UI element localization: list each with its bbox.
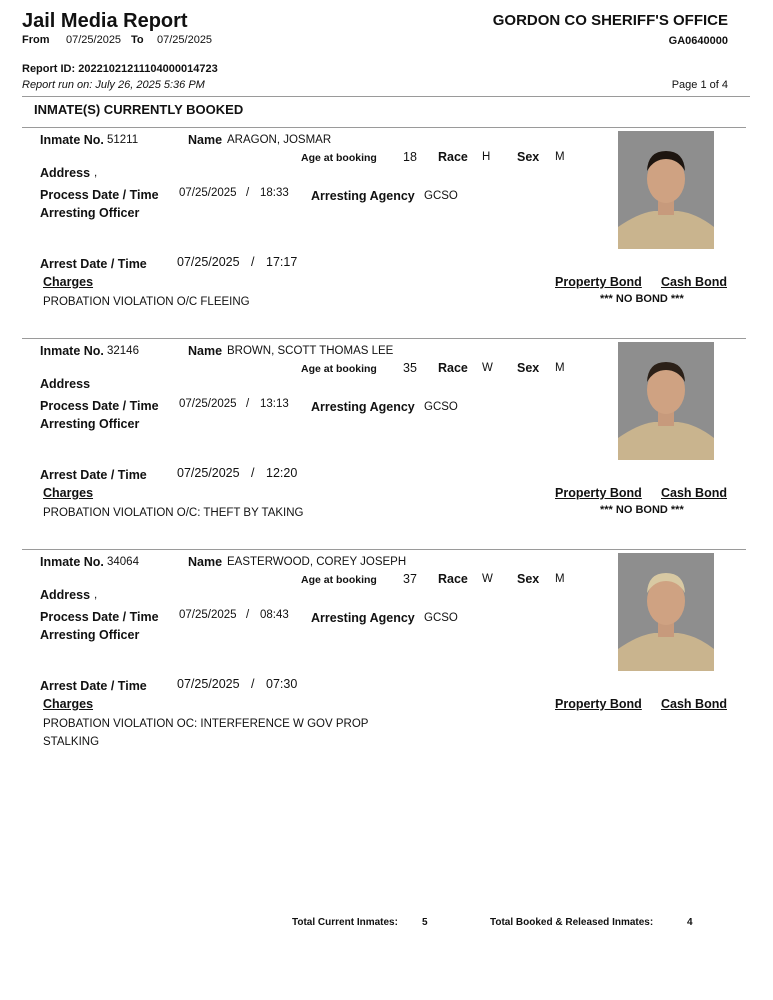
process-time: 08:43 xyxy=(260,609,289,621)
inmate-name: BROWN, SCOTT THOMAS LEE xyxy=(227,345,394,357)
charge-item: STALKING xyxy=(43,736,100,748)
property-bond-label: Property Bond xyxy=(555,486,642,500)
booking-photo xyxy=(618,342,714,460)
header-rule xyxy=(22,96,750,97)
charges-list xyxy=(43,715,368,751)
age-label: Age at booking xyxy=(301,574,377,586)
booking-photo xyxy=(618,553,714,671)
inmate-name: EASTERWOOD, COREY JOSEPH xyxy=(227,556,407,568)
age-value: 18 xyxy=(403,150,417,164)
inmate-no-value: 34064 xyxy=(107,556,139,568)
inmate-name: ARAGON, JOSMAR xyxy=(227,134,332,146)
officer-label: Arresting Officer xyxy=(40,628,140,642)
race-label: Race xyxy=(438,361,468,375)
charge-item: PROBATION VIOLATION O/C: THEFT BY TAKING xyxy=(43,507,304,519)
charges-label: Charges xyxy=(43,275,94,289)
sex-value: M xyxy=(555,362,565,374)
section-title: INMATE(S) CURRENTLY BOOKED xyxy=(34,102,244,117)
total-booked-label: Total Booked & Released Inmates: xyxy=(490,917,654,928)
age-value: 35 xyxy=(403,361,417,375)
bond-note: *** NO BOND *** xyxy=(600,293,684,305)
process-slash: / xyxy=(246,609,250,621)
arrest-time: 17:17 xyxy=(266,255,298,269)
process-label: Process Date / Time xyxy=(40,610,159,624)
agency-value: GCSO xyxy=(424,612,458,624)
name-label: Name xyxy=(188,344,223,358)
address-value: , xyxy=(94,167,98,179)
arrest-date: 07/25/2025 xyxy=(177,255,240,269)
age-label: Age at booking xyxy=(301,363,377,375)
person-silhouette-icon xyxy=(618,553,714,671)
bond-note: *** NO BOND *** xyxy=(600,504,684,516)
sex-value: M xyxy=(555,151,565,163)
booking-photo xyxy=(618,131,714,249)
property-bond-label: Property Bond xyxy=(555,697,642,711)
inmate-no-label: Inmate No. xyxy=(40,555,104,569)
arrest-label: Arrest Date / Time xyxy=(40,679,147,693)
cash-bond-label: Cash Bond xyxy=(661,697,727,711)
from-label: From xyxy=(22,34,50,46)
age-label: Age at booking xyxy=(301,152,377,164)
arrest-time: 07:30 xyxy=(266,677,298,691)
agency-label: Arresting Agency xyxy=(311,400,415,414)
race-value: H xyxy=(482,151,491,163)
race-label: Race xyxy=(438,150,468,164)
process-slash: / xyxy=(246,187,250,199)
charges-list xyxy=(43,504,304,522)
charge-item: PROBATION VIOLATION O/C FLEEING xyxy=(43,296,250,308)
sex-value: M xyxy=(555,573,565,585)
inmate-no-label: Inmate No. xyxy=(40,344,104,358)
report-title: Jail Media Report xyxy=(22,10,188,32)
sex-label: Sex xyxy=(517,572,540,586)
age-value: 37 xyxy=(403,572,417,586)
arrest-date: 07/25/2025 xyxy=(177,677,240,691)
race-value: W xyxy=(482,573,493,585)
arrest-slash: / xyxy=(251,255,255,269)
process-time: 18:33 xyxy=(260,187,289,199)
address-label: Address xyxy=(40,377,91,391)
person-silhouette-icon xyxy=(618,342,714,460)
process-date: 07/25/2025 xyxy=(179,609,237,621)
inmate-no-value: 32146 xyxy=(107,345,139,357)
to-date: 07/25/2025 xyxy=(157,34,213,46)
inmate-divider xyxy=(22,338,746,339)
sex-label: Sex xyxy=(517,361,540,375)
arrest-date: 07/25/2025 xyxy=(177,466,240,480)
report-run: Report run on: July 26, 2025 5:36 PM xyxy=(22,79,205,91)
address-label: Address xyxy=(40,588,91,602)
agency-label: Arresting Agency xyxy=(311,611,415,625)
process-slash: / xyxy=(246,398,250,410)
name-label: Name xyxy=(188,133,223,147)
arrest-slash: / xyxy=(251,466,255,480)
report-id: Report ID: 20221021211104000014723 xyxy=(22,63,218,75)
page-number: Page 1 of 4 xyxy=(671,79,728,91)
inmate-no-value: 51211 xyxy=(107,134,139,146)
process-label: Process Date / Time xyxy=(40,399,159,413)
agency-name: GORDON CO SHERIFF'S OFFICE xyxy=(492,12,728,29)
race-label: Race xyxy=(438,572,468,586)
process-time: 13:13 xyxy=(260,398,289,410)
total-booked-value: 4 xyxy=(687,917,693,928)
arrest-slash: / xyxy=(251,677,255,691)
address-label: Address xyxy=(40,166,91,180)
section-rule xyxy=(22,127,746,128)
cash-bond-label: Cash Bond xyxy=(661,275,727,289)
property-bond-label: Property Bond xyxy=(555,275,642,289)
race-value: W xyxy=(482,362,493,374)
charges-list xyxy=(43,293,250,311)
cash-bond-label: Cash Bond xyxy=(661,486,727,500)
total-current-value: 5 xyxy=(422,917,428,928)
process-date: 07/25/2025 xyxy=(179,187,237,199)
arrest-label: Arrest Date / Time xyxy=(40,257,147,271)
to-label: To xyxy=(131,34,144,46)
person-silhouette-icon xyxy=(618,131,714,249)
officer-label: Arresting Officer xyxy=(40,206,140,220)
inmate-no-label: Inmate No. xyxy=(40,133,104,147)
agency-label: Arresting Agency xyxy=(311,189,415,203)
inmate-divider xyxy=(22,549,746,550)
charge-item: PROBATION VIOLATION OC: INTERFERENCE W GOV PROP xyxy=(43,718,369,730)
name-label: Name xyxy=(188,555,223,569)
from-date: 07/25/2025 xyxy=(66,34,122,46)
agency-value: GCSO xyxy=(424,190,458,202)
address-value: , xyxy=(94,589,98,601)
arrest-label: Arrest Date / Time xyxy=(40,468,147,482)
process-label: Process Date / Time xyxy=(40,188,159,202)
charges-label: Charges xyxy=(43,486,94,500)
process-date: 07/25/2025 xyxy=(179,398,237,410)
sex-label: Sex xyxy=(517,150,540,164)
total-current-label: Total Current Inmates: xyxy=(292,917,398,928)
officer-label: Arresting Officer xyxy=(40,417,140,431)
arrest-time: 12:20 xyxy=(266,466,298,480)
charges-label: Charges xyxy=(43,697,94,711)
agency-value: GCSO xyxy=(424,401,458,413)
agency-id: GA0640000 xyxy=(668,35,728,47)
